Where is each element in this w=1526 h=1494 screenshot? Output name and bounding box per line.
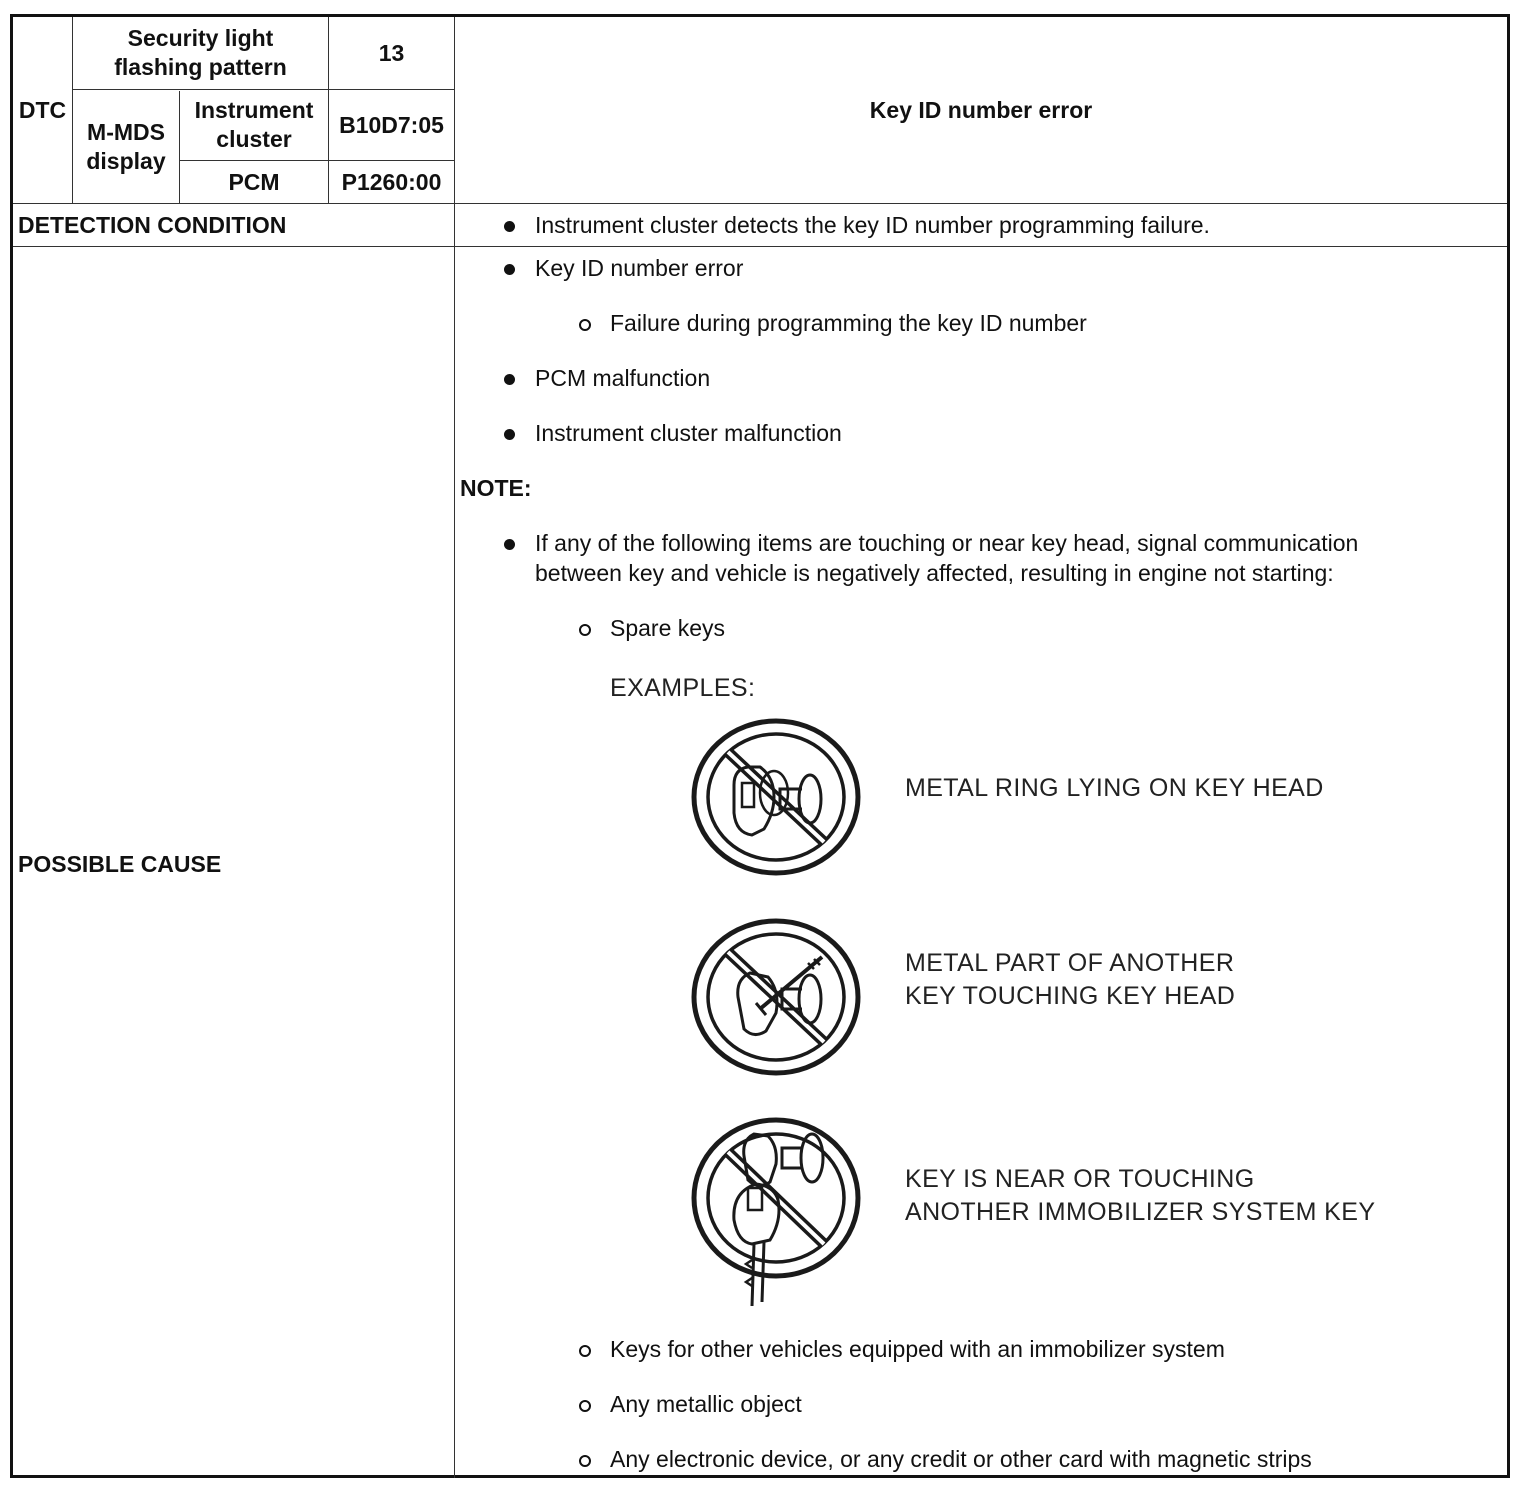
hline-detection-top — [13, 203, 1507, 204]
cause-pcm-malfunction: PCM malfunction — [535, 365, 711, 391]
note-label: NOTE: — [460, 475, 532, 501]
metallic-object: Any metallic object — [610, 1391, 802, 1417]
dtc-title: Key ID number error — [869, 96, 1093, 123]
hline-detection-bottom — [13, 246, 1507, 247]
spare-keys: Spare keys — [610, 615, 726, 641]
examples-label: EXAMPLES: — [610, 674, 756, 702]
cause-key-id-error: Key ID number error — [535, 255, 744, 281]
sub-bullet-icon — [579, 1400, 591, 1412]
sub-bullet-icon — [579, 624, 591, 636]
bullet-icon — [504, 221, 515, 232]
pcm-code: P1260:00 — [341, 168, 442, 195]
other-vehicle-keys: Keys for other vehicles equipped with an immobilizer system — [610, 1336, 1225, 1362]
security-light-value: 13 — [378, 39, 405, 66]
prohibited-metal-ring-icon — [690, 717, 862, 877]
cause-cluster-malfunction: Instrument cluster malfunction — [535, 420, 842, 446]
electronic-device: Any electronic device, or any credit or other card with magnetic strips — [610, 1446, 1312, 1472]
detection-item: Instrument cluster detects the key ID number programming failure. — [535, 212, 1210, 238]
note-item-line2: between key and vehicle is negatively affected, resulting in engine not starting: — [535, 560, 1334, 586]
pcm-label: PCM — [228, 168, 280, 195]
detection-condition-label: DETECTION CONDITION — [18, 212, 287, 238]
prohibited-metal-part-icon — [690, 917, 862, 1077]
example-1-line1: METAL RING LYING ON KEY HEAD — [905, 774, 1324, 802]
sub-bullet-icon — [579, 1455, 591, 1467]
security-light-label: Security light flashing pattern — [114, 25, 287, 80]
example-2-line1: METAL PART OF ANOTHER — [905, 949, 1235, 977]
cause-programming-failure: Failure during programming the key ID number — [610, 310, 1087, 336]
dtc-label: DTC — [18, 96, 67, 123]
instrument-cluster-label: Instrument cluster — [194, 97, 314, 152]
vline-main — [454, 17, 455, 1478]
sub-bullet-icon — [579, 319, 591, 331]
bullet-icon — [504, 374, 515, 385]
mmds-label: M-MDS display — [86, 118, 166, 174]
instrument-cluster-code: B10D7:05 — [339, 111, 444, 138]
dtc-table — [10, 14, 1510, 1478]
example-3-line1: KEY IS NEAR OR TOUCHING — [905, 1165, 1255, 1193]
bullet-icon — [504, 539, 515, 550]
example-2-line2: KEY TOUCHING KEY HEAD — [905, 982, 1236, 1010]
prohibited-another-key-icon — [690, 1110, 862, 1310]
example-3-line2: ANOTHER IMMOBILIZER SYSTEM KEY — [905, 1198, 1376, 1226]
note-item-line1: If any of the following items are touching or near key head, signal communication — [535, 530, 1359, 556]
possible-cause-label: POSSIBLE CAUSE — [18, 851, 222, 877]
sub-bullet-icon — [579, 1345, 591, 1357]
bullet-icon — [504, 264, 515, 275]
bullet-icon — [504, 429, 515, 440]
